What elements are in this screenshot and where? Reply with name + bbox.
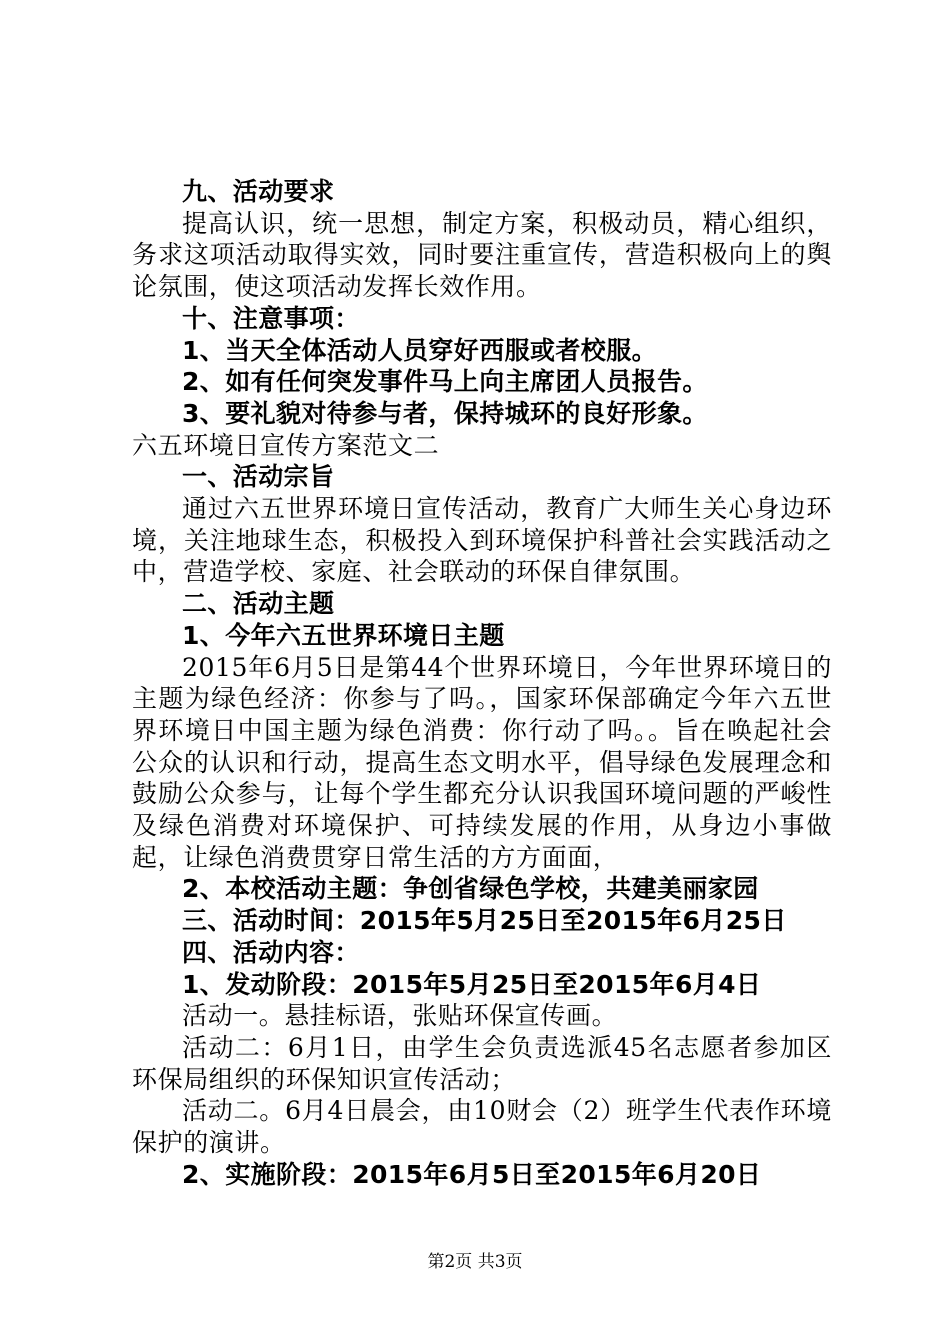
heading-content: 四、活动内容： — [182, 937, 360, 967]
page-footer: 第2页 共3页 — [427, 1252, 523, 1272]
note-item-2: 2、如有任何突发事件马上向主席团人员报告。 — [182, 367, 708, 397]
heading-theme: 二、活动主题 — [182, 589, 335, 619]
document-body — [132, 176, 832, 1191]
heading-requirements: 九、活动要求 — [182, 177, 335, 206]
subheading-implementation-phase: 2、实施阶段：2015年6月5日至2015年6月20日 — [182, 1159, 762, 1189]
heading-time: 三、活动时间：2015年5月25日至2015年6月25日 — [182, 906, 787, 936]
paragraph-theme: 2015年6月5日是第44个世界环境日，今年世界环境日的主题为绿色经济：你参与了吗。，国家环保部确定今年六五世界环境日中国主题为绿色消费：你行动了吗。。旨在唤起社会公众的认识和行动，提高生态文明水平，倡导绿色发展理念和鼓励公众参与，让每个学生都充分认识我国环境问题的严峻性及绿色消费对环境保护、可持续发展的作用，从身边小事做起，让绿色消费贯穿日常生活的方方面面， — [132, 652, 832, 872]
activity-one: 活动一。悬挂标语，张贴环保宣传画。 — [182, 1001, 618, 1031]
paragraph-purpose: 通过六五世界环境日宣传活动，教育广大师生关心身边环境，关注地球生态，积极投入到环境保护科普社会实践活动之中，营造学校、家庭、社会联动的环保自律氛围。 — [132, 494, 832, 587]
heading-notes: 十、注意事项： — [182, 303, 360, 333]
note-item-3: 3、要礼貌对待参与者，保持城环的良好形象。 — [182, 398, 708, 428]
paragraph-requirements: 提高认识，统一思想，制定方案，积极动员，精心组织，务求这项活动取得实效，同时要注重宣传，营造积极向上的舆论氛围，使这项活动发挥长效作用。 — [132, 208, 832, 302]
activity-two-speech: 活动二。6月4日晨会，由10财会（2）班学生代表作环境保护的演讲。 — [132, 1096, 832, 1158]
subheading-launch-phase: 1、发动阶段：2015年5月25日至2015年6月4日 — [182, 969, 762, 999]
subheading-theme-this-year: 1、今年六五世界环境日主题 — [182, 620, 505, 650]
section-title-sample-two: 六五环境日宣传方案范文二 — [132, 430, 440, 460]
activity-two: 活动二：6月1日，由学生会负责选派45名志愿者参加区环保局组织的环保知识宣传活动； — [132, 1032, 832, 1094]
subheading-school-theme: 2、本校活动主题：争创省绿色学校，共建美丽家园 — [182, 874, 759, 904]
heading-purpose: 一、活动宗旨 — [182, 462, 335, 492]
note-item-1: 1、当天全体活动人员穿好西服或者校服。 — [182, 335, 657, 365]
